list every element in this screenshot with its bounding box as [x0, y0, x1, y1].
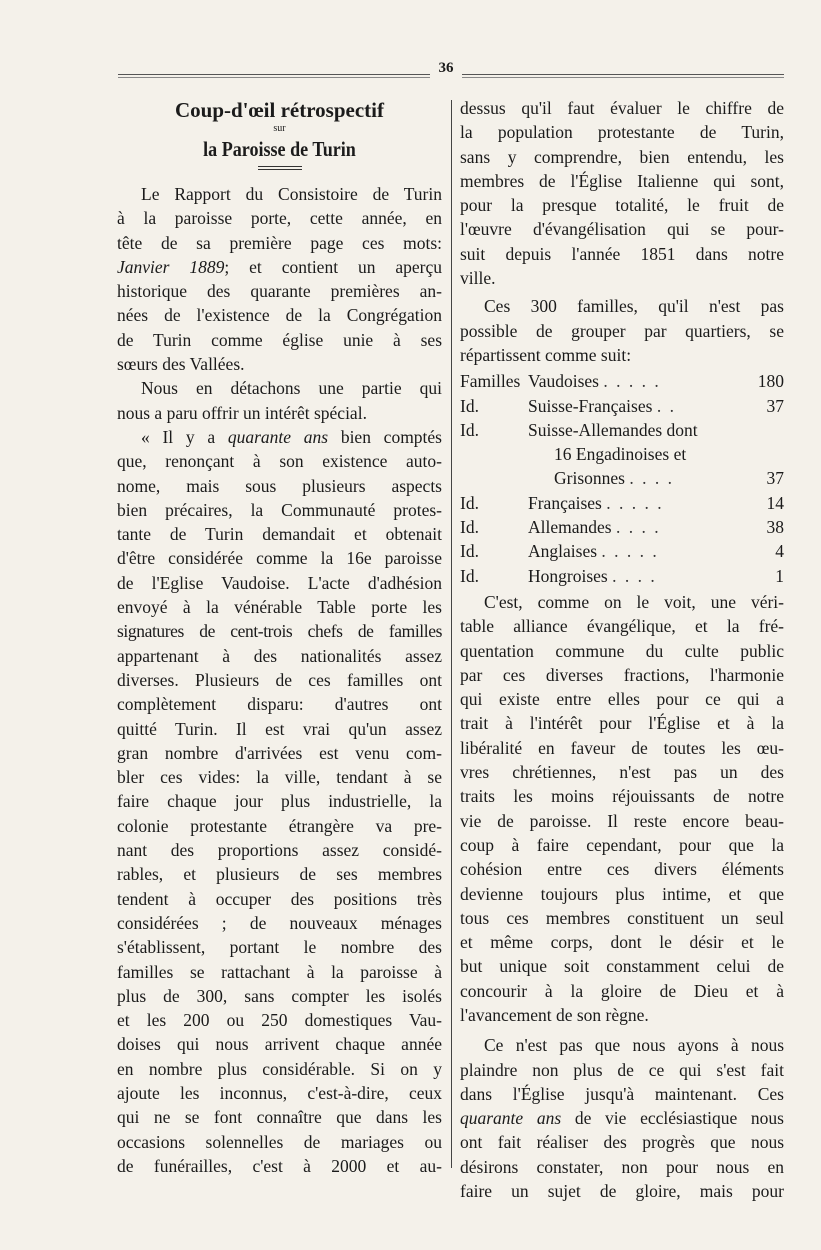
family-label: Id. — [460, 492, 479, 513]
text-line: possible de grouper par quartiers, se — [460, 320, 784, 341]
family-name: Suisse-Françaises — [528, 395, 653, 416]
family-name: Allemandes — [528, 517, 612, 538]
text-line: nant des proportions assez considé- — [117, 840, 442, 861]
article-title: Coup-d'œil rétrospectif — [174, 98, 384, 122]
family-name-cell — [528, 442, 744, 466]
leader-dots: . . . . . — [606, 492, 664, 513]
text-line: répartissent comme suit: — [460, 344, 632, 365]
text-line: nous a paru offrir un intérêt spécial. — [117, 402, 367, 423]
paragraph — [460, 96, 784, 290]
text-line: que, renonçant à son existence auto- — [117, 451, 442, 472]
right-column — [460, 96, 784, 1203]
text-line: et même corps, dont le désir et le — [460, 932, 784, 953]
family-count: 37 — [766, 468, 784, 489]
text-line: doises qui nous arrivent chaque année — [117, 1034, 442, 1055]
page-number: 36 — [438, 60, 454, 76]
text-line: sans y comprendre, bien entendu, les — [460, 146, 784, 167]
text-line: considérées ; de nouveaux ménages — [117, 912, 442, 933]
text-line: Ces 300 familles, qu'il n'est pas — [484, 296, 784, 317]
text-line: C'est, comme on le voit, une véri- — [484, 591, 784, 612]
left-column — [117, 96, 442, 1178]
text-line: membres de l'Église Italienne qui sont, — [460, 170, 784, 191]
italic-phrase: quarante ans — [227, 426, 329, 447]
leader-dots: . . . . — [629, 468, 674, 489]
family-row — [460, 491, 784, 515]
family-name: Hongroises — [528, 565, 608, 586]
text-line: par ces diverses fractions, l'harmonie — [460, 664, 784, 685]
paragraph — [117, 376, 442, 425]
text-line: dessus qu'il faut évaluer le chiffre de — [460, 98, 784, 118]
text-line: rables, et plusieurs de ses membres — [117, 864, 442, 885]
text-line: l'avancement de son règne. — [460, 1004, 649, 1025]
family-count: 37 — [766, 395, 784, 416]
text-line: vres chrétiennes, n'est pas un des — [460, 762, 784, 783]
text-line: s'établissent, portant le nombre des — [117, 937, 442, 958]
text-line: signatures de cent-trois chefs de familles — [117, 621, 442, 642]
leader-dots: . . . . . — [601, 541, 659, 562]
text-line: de Turin comme église unie à ses — [117, 329, 442, 350]
text-line: coup à faire cependant, pour que la — [460, 834, 784, 855]
paragraph — [460, 590, 784, 1027]
text-line: ont fait réaliser des progrès que nous — [460, 1132, 784, 1153]
family-name: Suisse-Allemandes dont — [528, 419, 698, 440]
text-line: ville. — [460, 268, 496, 289]
text-line: but unique soit constamment celui de — [460, 956, 784, 977]
italic-phrase: quarante ans — [460, 1108, 562, 1129]
paragraph — [117, 182, 442, 376]
text-line: concourir à la gloire de Dieu et à — [460, 980, 784, 1001]
family-label: Id. — [460, 565, 479, 586]
family-count: 4 — [775, 541, 784, 562]
family-name-cell — [528, 515, 744, 539]
family-label: Id. — [460, 541, 479, 562]
families-table — [460, 369, 784, 588]
leader-dots: . . . . — [615, 517, 661, 538]
paragraph — [117, 425, 442, 1178]
family-name-cell — [528, 564, 744, 588]
text-line: tous ces membres constituent un seul — [460, 907, 784, 928]
text-line: occasions solennelles de mariages ou — [117, 1131, 442, 1152]
text-line: quentation commune du culte public — [460, 640, 784, 661]
text-line: tante de Turin demandait et obtenait — [117, 524, 442, 545]
text-line: Nous en détachons une partie qui — [141, 378, 442, 399]
text-line: faire un sujet de gloire, mais pour — [460, 1181, 784, 1202]
text-line: quarante ans de vie ecclésiastique nous — [460, 1108, 784, 1129]
text-line: sœurs des Vallées. — [117, 354, 245, 375]
text-line: Janvier 1889; et contient un aperçu — [117, 256, 442, 277]
text-line: historique des quarante premières an- — [117, 281, 442, 302]
text-line: devienne toujours plus intime, et que — [460, 883, 784, 904]
text-line: dans l'Église jusqu'à maintenant. Ces — [460, 1083, 784, 1104]
text-line: familles se rattachant à la paroisse à — [117, 961, 442, 982]
family-name: Anglaises — [528, 541, 598, 562]
text-line: traits les moins réjouissants de notre — [460, 786, 784, 807]
text-line: libéralité en faveur de toutes les œu- — [460, 737, 784, 758]
family-row — [460, 369, 784, 393]
text-line: tendent à occuper des positions très — [117, 888, 442, 909]
family-name-cell — [528, 418, 744, 442]
family-name-cell — [528, 539, 744, 563]
text-line: table alliance évangélique, et la fré- — [460, 616, 784, 637]
paragraph — [460, 294, 784, 367]
text-line: vie de paroisse. Il reste encore beau- — [460, 810, 784, 831]
article-subtitle: la Paroisse de Turin — [203, 137, 356, 161]
text-line: de funérailles, c'est à 2000 et au- — [117, 1155, 442, 1176]
family-name: 16 Engadinoises et — [554, 444, 687, 465]
family-count: 38 — [766, 517, 784, 538]
family-count: 1 — [775, 565, 784, 586]
family-name: Grisonnes — [554, 468, 625, 489]
text-line: qui existe entre elles pour ce qui a — [460, 689, 784, 710]
header-rule-left — [118, 74, 430, 78]
leader-dots: . . — [656, 395, 676, 416]
text-line: ajoute les inconnus, c'est-à-dire, ceux — [117, 1082, 442, 1103]
text-line: bler ces vides: la ville, tendant à se — [117, 767, 442, 788]
text-line: bien précaires, la Communauté protes- — [117, 499, 442, 520]
title-connector: sur — [273, 123, 286, 134]
italic-date: Janvier 1889 — [117, 256, 225, 277]
family-row — [460, 418, 784, 442]
text-line: plus de 300, sans compter les isolés — [117, 985, 442, 1006]
text-line: envoyé à la vénérable Table porte les — [117, 597, 442, 618]
text-line: nome, mais sous plusieurs aspects — [117, 475, 442, 496]
family-label: Id. — [460, 517, 479, 538]
text-line: diverses. Plusieurs de ces familles ont — [117, 669, 442, 690]
text-line: « Il y a quarante ans bien comptés — [141, 426, 442, 447]
family-label: Id. — [460, 395, 479, 416]
text-line: gran nombre d'arrivées est venu com- — [117, 742, 442, 763]
text-line: Ce n'est pas que nous ayons à nous — [484, 1035, 784, 1056]
family-name-cell — [528, 369, 744, 393]
paragraph — [460, 1033, 784, 1203]
title-rule — [258, 166, 302, 170]
text-line: appartenant à des nationalités assez — [117, 645, 442, 666]
family-row — [460, 515, 784, 539]
text-line: Le Rapport du Consistoire de Turin — [141, 184, 442, 204]
text-line: suit depuis l'année 1851 dans notre — [460, 243, 784, 264]
family-name: Vaudoises — [528, 371, 599, 392]
text-line: la population protestante de Turin, — [460, 122, 784, 143]
text-line: trait à l'intérêt pour l'Église et à la — [460, 713, 784, 734]
text-line: désirons constater, non pour nous en — [460, 1156, 784, 1177]
family-name-cell — [528, 394, 744, 418]
family-label — [460, 442, 528, 466]
text-line: nées de l'existence de la Congrégation — [117, 305, 442, 326]
text-line: quitté Turin. Il est vrai qu'un assez — [117, 718, 442, 739]
text-line: complètement disparu: d'autres ont — [117, 694, 442, 715]
text-line: à la paroisse porte, cette année, en — [117, 208, 442, 229]
family-count — [744, 418, 784, 442]
header-rule-right — [462, 74, 784, 78]
text-line: en nombre plus considérable. Si on y — [117, 1058, 442, 1079]
family-row — [460, 564, 784, 588]
family-name-cell — [528, 466, 744, 490]
text-line: plaindre non plus de ce qui s'est fait — [460, 1059, 784, 1080]
column-divider — [451, 100, 452, 1168]
family-label — [460, 466, 528, 490]
text-line: cohésion entre ces divers éléments — [460, 859, 784, 880]
text-line: colonie protestante étrangère va pre- — [117, 815, 442, 836]
family-label: Id. — [460, 419, 479, 440]
family-count — [744, 442, 784, 466]
text-line: d'être considérée comme la 16e paroisse — [117, 548, 442, 569]
text-line: faire chaque jour plus industrielle, la — [117, 791, 442, 812]
text-line: tête de sa première page ces mots: — [117, 232, 442, 253]
family-name-cell — [528, 491, 744, 515]
family-count: 180 — [757, 371, 784, 392]
family-name: Françaises — [528, 492, 602, 513]
text-line: l'œuvre d'évangélisation qui se pour- — [460, 219, 784, 240]
family-count: 14 — [766, 492, 784, 513]
text-line: pour la presque totalité, le fruit de — [460, 195, 784, 216]
family-label: Familles — [460, 371, 521, 392]
family-row — [460, 539, 784, 563]
leader-dots: . . . . . — [603, 371, 661, 392]
text-line: qui ne se font connaître que dans les — [117, 1107, 442, 1128]
family-row — [460, 442, 784, 466]
text-line: et les 200 ou 250 domestiques Vau- — [117, 1010, 442, 1031]
leader-dots: . . . . — [612, 565, 657, 586]
family-row — [460, 466, 784, 490]
family-row — [460, 394, 784, 418]
text-line: de l'Eglise Vaudoise. L'acte d'adhésion — [117, 572, 442, 593]
